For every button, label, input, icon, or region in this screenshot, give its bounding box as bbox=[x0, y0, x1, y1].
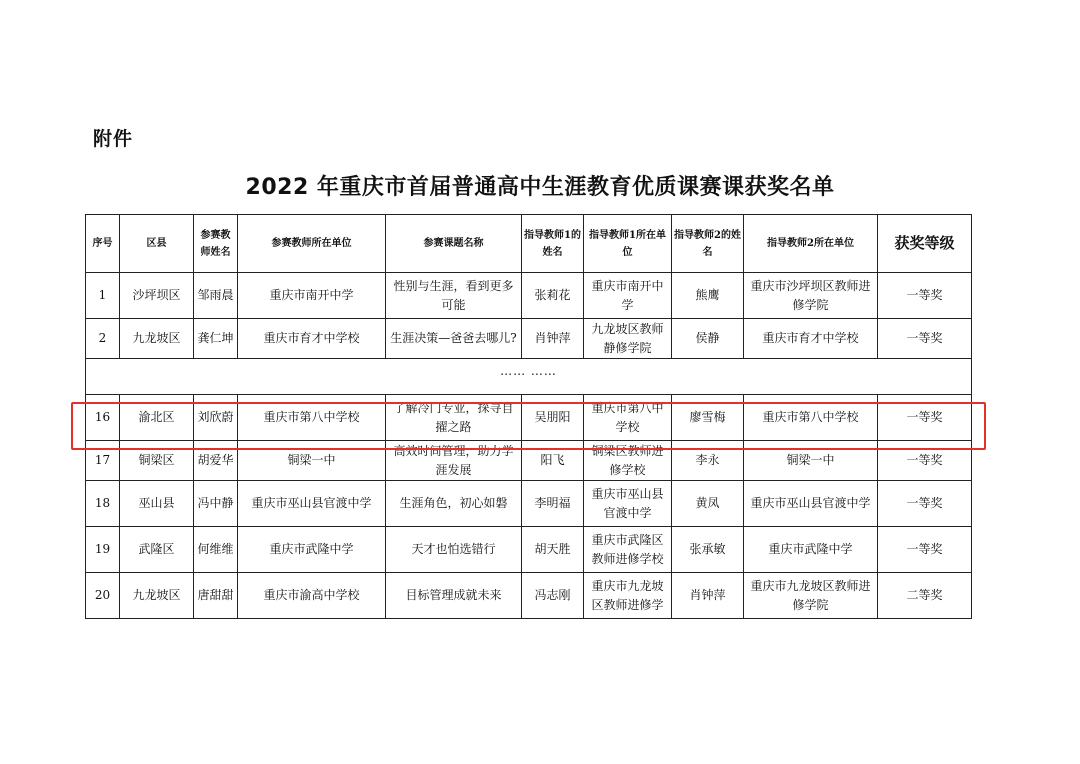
cell-mentor1: 肖钟萍 bbox=[522, 319, 584, 359]
table-row bbox=[86, 441, 972, 481]
header-cell: 参赛课题名称 bbox=[386, 215, 522, 273]
cell-mentor2-unit: 重庆市九龙坡区教师进修学院 bbox=[744, 573, 878, 619]
cell-topic: 高效时间管理，助力学涯发展 bbox=[386, 441, 522, 481]
header-cell: 指导教师1所在单位 bbox=[584, 215, 672, 273]
cell-mentor2-unit: 重庆市巫山县官渡中学 bbox=[744, 481, 878, 527]
cell-index: 2 bbox=[86, 319, 120, 359]
cell-mentor1: 阳飞 bbox=[522, 441, 584, 481]
cell-district: 九龙坡区 bbox=[120, 319, 194, 359]
cell-mentor2: 廖雪梅 bbox=[672, 395, 744, 441]
cell-teacher: 龚仁坤 bbox=[194, 319, 238, 359]
header-cell: 参赛教师所在单位 bbox=[238, 215, 386, 273]
cell-teacher: 刘欣蔚 bbox=[194, 395, 238, 441]
table-row bbox=[86, 573, 972, 619]
cell-award: 一等奖 bbox=[878, 273, 972, 319]
cell-mentor1-unit: 重庆市武隆区教师进修学校 bbox=[584, 527, 672, 573]
cell-topic: 目标管理成就未来 bbox=[386, 573, 522, 619]
table-row bbox=[86, 319, 972, 359]
cell-mentor1-unit: 重庆市南开中学 bbox=[584, 273, 672, 319]
attachment-label: 附件 bbox=[93, 128, 134, 150]
table-row bbox=[86, 527, 972, 573]
cell-mentor1-unit: 重庆市第八中学校 bbox=[584, 395, 672, 441]
header-cell: 指导教师2的姓名 bbox=[672, 215, 744, 273]
cell-mentor2: 李永 bbox=[672, 441, 744, 481]
cell-school: 重庆市武隆中学 bbox=[238, 527, 386, 573]
cell-topic: 性别与生涯，看到更多可能 bbox=[386, 273, 522, 319]
cell-mentor2: 张承敏 bbox=[672, 527, 744, 573]
cell-teacher: 胡爱华 bbox=[194, 441, 238, 481]
cell-award: 一等奖 bbox=[878, 319, 972, 359]
cell-district: 巫山县 bbox=[120, 481, 194, 527]
cell-school: 重庆市渝高中学校 bbox=[238, 573, 386, 619]
cell-index: 18 bbox=[86, 481, 120, 527]
cell-mentor2-unit: 铜梁一中 bbox=[744, 441, 878, 481]
table-row bbox=[86, 481, 972, 527]
header-cell: 参赛教师姓名 bbox=[194, 215, 238, 273]
ellipsis-row bbox=[86, 359, 972, 395]
cell-mentor1-unit: 重庆市九龙坡区教师进修学 bbox=[584, 573, 672, 619]
cell-index: 1 bbox=[86, 273, 120, 319]
cell-mentor2: 黄凤 bbox=[672, 481, 744, 527]
cell-district: 渝北区 bbox=[120, 395, 194, 441]
cell-school: 重庆市南开中学 bbox=[238, 273, 386, 319]
header-cell: 序号 bbox=[86, 215, 120, 273]
table-row bbox=[86, 273, 972, 319]
table-header-row bbox=[86, 215, 972, 273]
header-cell: 获奖等级 bbox=[878, 215, 972, 273]
cell-mentor2: 肖钟萍 bbox=[672, 573, 744, 619]
cell-mentor1: 李明福 bbox=[522, 481, 584, 527]
cell-teacher: 何维维 bbox=[194, 527, 238, 573]
cell-topic: 天才也怕选错行 bbox=[386, 527, 522, 573]
cell-district: 铜梁区 bbox=[120, 441, 194, 481]
cell-topic: 了解冷门专业，探寻自擢之路 bbox=[386, 395, 522, 441]
cell-award: 一等奖 bbox=[878, 481, 972, 527]
cell-topic: 生涯角色，初心如磐 bbox=[386, 481, 522, 527]
cell-teacher: 唐甜甜 bbox=[194, 573, 238, 619]
award-table bbox=[85, 214, 972, 619]
cell-mentor2-unit: 重庆市武隆中学 bbox=[744, 527, 878, 573]
cell-topic: 生涯决策—爸爸去哪儿? bbox=[386, 319, 522, 359]
cell-mentor1-unit: 重庆市巫山县官渡中学 bbox=[584, 481, 672, 527]
cell-award: 一等奖 bbox=[878, 441, 972, 481]
header-cell: 指导教师1的姓名 bbox=[522, 215, 584, 273]
cell-mentor2-unit: 重庆市沙坪坝区教师进修学院 bbox=[744, 273, 878, 319]
cell-award: 一等奖 bbox=[878, 527, 972, 573]
ellipsis-cell: …… …… bbox=[86, 359, 972, 395]
cell-index: 16 bbox=[86, 395, 120, 441]
table-row-highlighted bbox=[86, 395, 972, 441]
document-title: 2022 年重庆市首届普通高中生涯教育优质课赛课获奖名单 bbox=[245, 175, 835, 200]
cell-mentor2: 熊鹰 bbox=[672, 273, 744, 319]
cell-index: 19 bbox=[86, 527, 120, 573]
cell-district: 九龙坡区 bbox=[120, 573, 194, 619]
cell-mentor2: 侯静 bbox=[672, 319, 744, 359]
header-cell: 区县 bbox=[120, 215, 194, 273]
cell-index: 17 bbox=[86, 441, 120, 481]
cell-mentor1: 吴朋阳 bbox=[522, 395, 584, 441]
cell-index: 20 bbox=[86, 573, 120, 619]
cell-mentor1-unit: 铜梁区教师进修学校 bbox=[584, 441, 672, 481]
header-cell: 指导教师2所在单位 bbox=[744, 215, 878, 273]
cell-mentor2-unit: 重庆市第八中学校 bbox=[744, 395, 878, 441]
cell-mentor1-unit: 九龙坡区教师静修学院 bbox=[584, 319, 672, 359]
cell-mentor2-unit: 重庆市育才中学校 bbox=[744, 319, 878, 359]
cell-mentor1: 张莉花 bbox=[522, 273, 584, 319]
cell-teacher: 冯中静 bbox=[194, 481, 238, 527]
cell-school: 重庆市巫山县官渡中学 bbox=[238, 481, 386, 527]
cell-district: 武隆区 bbox=[120, 527, 194, 573]
cell-award: 一等奖 bbox=[878, 395, 972, 441]
cell-teacher: 邹雨晨 bbox=[194, 273, 238, 319]
cell-mentor1: 冯志刚 bbox=[522, 573, 584, 619]
cell-mentor1: 胡天胜 bbox=[522, 527, 584, 573]
cell-district: 沙坪坝区 bbox=[120, 273, 194, 319]
cell-award: 二等奖 bbox=[878, 573, 972, 619]
cell-school: 重庆市第八中学校 bbox=[238, 395, 386, 441]
cell-school: 重庆市育才中学校 bbox=[238, 319, 386, 359]
cell-school: 铜梁一中 bbox=[238, 441, 386, 481]
